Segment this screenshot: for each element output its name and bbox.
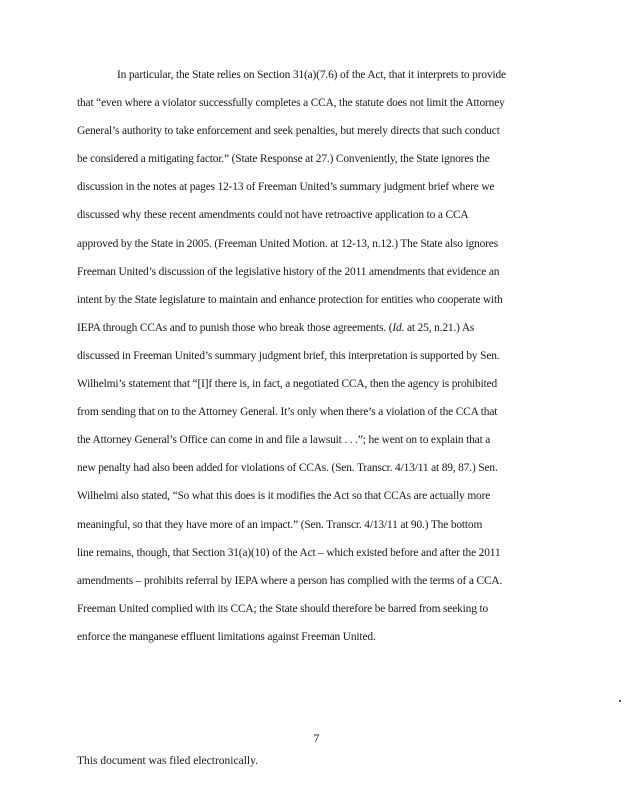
text-line: enforce the manganese effluent limitations against Freeman United. xyxy=(77,630,376,643)
page-number: 7 xyxy=(313,733,320,745)
text-line: Wilhelmi’s statement that “[I]f there is, in fact, a negotiated CCA, then the agency is prohibited xyxy=(77,378,498,391)
text-line: from sending that on to the Attorney General. It’s only when there’s a violation of the CCA that xyxy=(77,406,498,419)
text-line: new penalty had also been added for violations of CCAs. (Sen. Transcr. 4/13/11 at 89, 87.) Sen. xyxy=(77,462,498,475)
text-line: IEPA through CCAs and to punish those who break those agreements. (Id. at 25, n.21.) As xyxy=(77,321,475,334)
scan-speck xyxy=(619,700,621,702)
body-text xyxy=(77,61,559,651)
text-line: the Attorney General’s Office can come in and file a lawsuit . . .”; he went on to explain that a xyxy=(77,434,491,447)
footer-note: This document was filed electronically. xyxy=(77,755,258,767)
text-line: intent by the State legislature to maintain and enhance protection for entities who cooperate with xyxy=(77,293,503,306)
text-line: discussed why these recent amendments could not have retroactive application to a CCA xyxy=(77,209,469,222)
text-line: Wilhelmi also stated, “So what this does is it modifies the Act so that CCAs are actually more xyxy=(77,490,491,503)
text-line: Freeman United complied with its CCA; the State should therefore be barred from seeking to xyxy=(77,602,489,615)
text-line: approved by the State in 2005. (Freeman United Motion. at 12-13, n.12.) The State also ignores xyxy=(77,237,498,250)
text-line: In particular, the State relies on Section 31(a)(7.6) of the Act, that it interprets to provide xyxy=(117,69,506,81)
text-line: Freeman United’s discussion of the legislative history of the 2011 amendments that evidence an xyxy=(77,265,500,278)
text-line: be considered a mitigating factor.” (State Response at 27.) Conveniently, the State ignores the xyxy=(77,153,490,166)
text-line: General’s authority to take enforcement and seek penalties, but merely directs that such conduct xyxy=(77,125,500,138)
text-line: that “even where a violator successfully completes a CCA, the statute does not limit the Attorney xyxy=(77,97,505,110)
text-line: meaningful, so that they have more of an impact.” (Sen. Transcr. 4/13/11 at 90.) The bottom xyxy=(77,518,483,531)
text-line: discussed in Freeman United’s summary judgment brief, this interpretation is supported by Sen. xyxy=(77,349,500,362)
text-line: discussion in the notes at pages 12-13 of Freeman United’s summary judgment brief where we xyxy=(77,181,495,194)
text-line: amendments – prohibits referral by IEPA where a person has complied with the terms of a CCA. xyxy=(77,574,503,587)
text-line: line remains, though, that Section 31(a)(10) of the Act – which existed before and after the 2011 xyxy=(77,546,501,559)
